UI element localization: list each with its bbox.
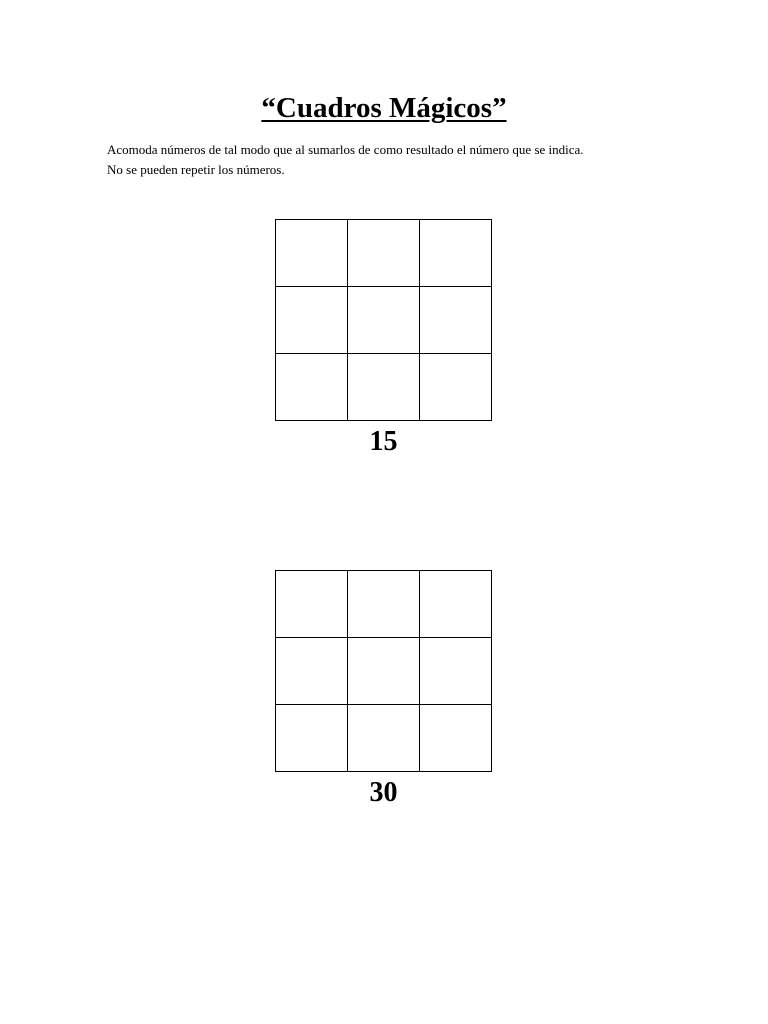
grid-cell[interactable]: [348, 571, 420, 638]
target-sum: 15: [369, 426, 398, 457]
grid-cell[interactable]: [348, 287, 420, 354]
page-title: “Cuadros Mágicos”: [261, 92, 507, 124]
grid-cell[interactable]: [276, 705, 348, 772]
grid-cell[interactable]: [276, 287, 348, 354]
instruction-line: Acomoda números de tal modo que al sumarlos de como resultado el número que se indica.: [107, 142, 584, 157]
grid-cell[interactable]: [420, 638, 492, 705]
grid-cell[interactable]: [420, 571, 492, 638]
grid-cell[interactable]: [420, 287, 492, 354]
grid-cell[interactable]: [348, 220, 420, 287]
grid-cell[interactable]: [276, 638, 348, 705]
grid-cell[interactable]: [420, 220, 492, 287]
target-sum: 30: [369, 777, 398, 808]
grid-cell[interactable]: [276, 571, 348, 638]
grid-cell[interactable]: [348, 705, 420, 772]
grid-cell[interactable]: [276, 354, 348, 421]
magic-square-grid: [275, 219, 492, 421]
grid-cell[interactable]: [420, 354, 492, 421]
grid-cell[interactable]: [348, 354, 420, 421]
grid-cell[interactable]: [276, 220, 348, 287]
instruction-line: No se pueden repetir los números.: [107, 162, 285, 177]
grid-cell[interactable]: [348, 638, 420, 705]
magic-square-grid: [275, 570, 492, 772]
grid-cell[interactable]: [420, 705, 492, 772]
instructions: [107, 140, 707, 180]
